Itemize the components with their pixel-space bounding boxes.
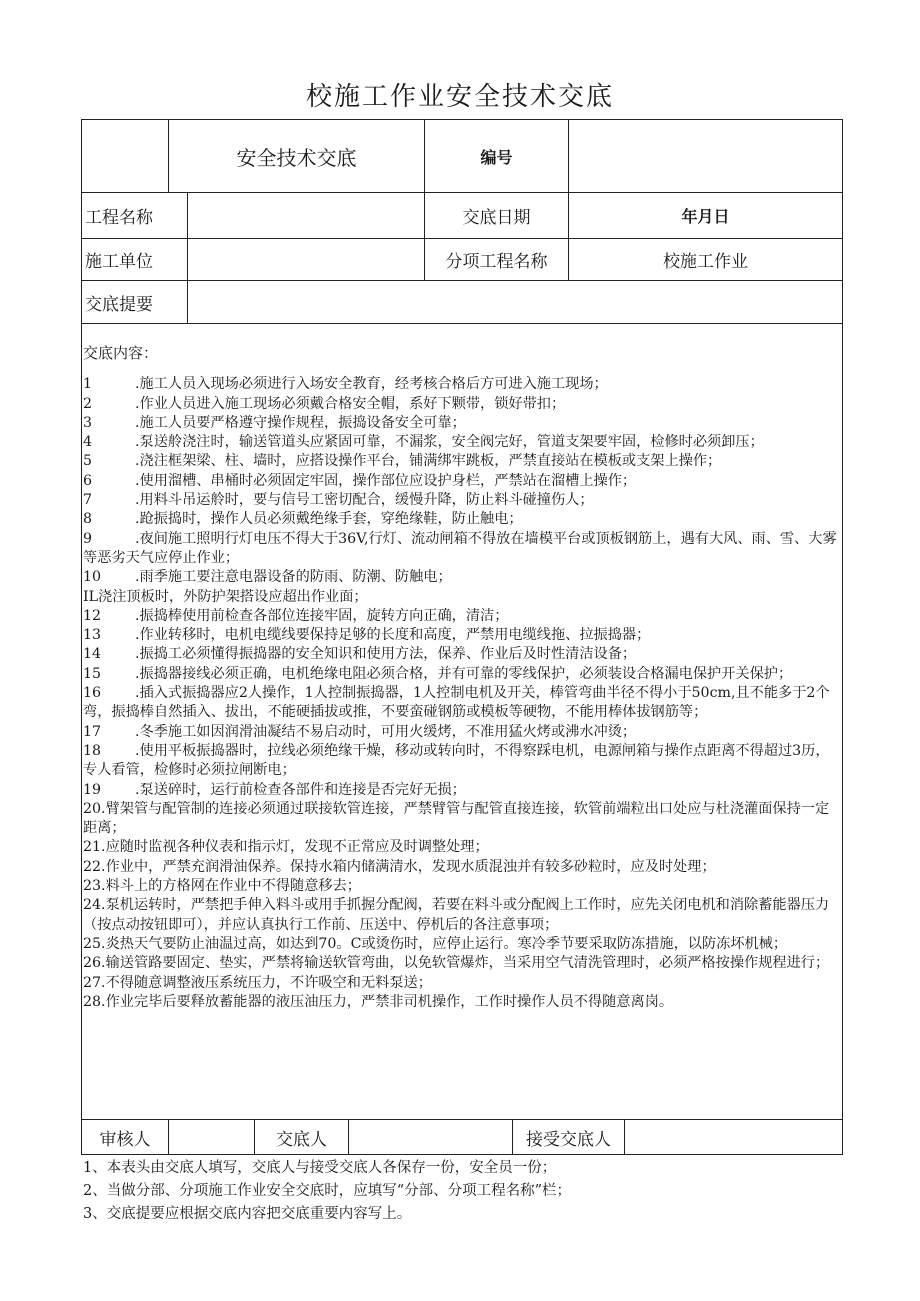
content-item	[83, 781, 841, 800]
receiver-label: 接受交底人	[526, 1130, 611, 1150]
discloser-label: 交底人	[276, 1130, 327, 1150]
content-item	[83, 510, 841, 529]
item-number: 3	[83, 414, 93, 431]
content-items	[83, 375, 841, 1012]
content-item	[83, 684, 841, 723]
content-item	[83, 414, 841, 433]
item-text: 21.应随时监视各种仪表和指示灯，发现不正常应及时调整处理；	[83, 839, 489, 856]
summary-label: 交底提要	[85, 294, 153, 315]
subproject-value: 校施工作业	[663, 252, 748, 272]
item-number: 16	[83, 685, 102, 702]
content-item	[83, 375, 841, 394]
project-name-value	[190, 193, 424, 238]
item-text: 28.作业完毕后要释放蓄能器的液压油压力，严禁非司机操作，工作时操作人员不得随意离岗。	[83, 993, 674, 1010]
col-divider	[187, 192, 188, 323]
item-text: .泵送碎时，运行前检查各部件和连接是否完好无损；	[135, 781, 466, 798]
item-text: .使用溜槽、串桶时必须固定牢固，操作部位应设护身栏，严禁站在溜槽上操作；	[135, 472, 637, 489]
item-number: 12	[83, 607, 102, 624]
item-text: .雨季施工要注意电器设备的防雨、防潮、防触电；	[135, 569, 452, 586]
reviewer-label: 审核人	[99, 1130, 151, 1150]
content-item	[83, 491, 841, 510]
unit-value	[190, 239, 424, 280]
item-text: .施工人员入现场必须进行入场安全教育，经考核合格后方可进入施工现场；	[135, 376, 608, 393]
content-item	[83, 472, 841, 491]
item-number: 2	[83, 395, 93, 412]
footnotes	[83, 1157, 903, 1226]
row-divider	[81, 1119, 843, 1120]
item-text: .作业转移时，电机电缆线要保持足够的长度和高度，严禁用电缆线拖、拉振捣器；	[135, 627, 651, 644]
item-text: .泵送舲浇注时，输送管道头应紧固可靠，不漏浆，安全阀完好，管道支架要牢固，检修时必须卸压；	[135, 434, 764, 451]
content-item	[83, 954, 841, 973]
content-item	[83, 993, 841, 1012]
item-number: 8	[83, 511, 93, 528]
content-item	[83, 858, 841, 877]
item-text: 23.料斗上的方格网在作业中不得随意移去；	[83, 878, 361, 895]
subproject-label: 分项工程名称	[445, 252, 548, 272]
item-text: .作业人员进入施工现场必须戴合格安全帽，系好下颗带，锁好带扣；	[135, 395, 566, 412]
item-text: .使用平板振捣器时，拉线必须绝缘干燥，移动或转向时，不得察踩电机，电源闸箱与操作点距离不得超过3历，专人看管，检修时必须拉闸断电；	[83, 742, 830, 779]
item-number: 17	[83, 723, 102, 740]
item-number: 18	[83, 742, 102, 759]
content-item	[83, 742, 841, 781]
item-number: 7	[83, 492, 93, 509]
date-value: 年月日	[681, 207, 730, 226]
item-text: 22.作业中，严禁充润滑油保养。保持水箱内储满清水，发现水质混浊并有较多砂粒时，应及时处理；	[83, 858, 716, 875]
item-number: 10	[83, 569, 102, 586]
date-label: 交底日期	[462, 208, 531, 228]
content-item	[83, 723, 841, 742]
number-label: 编号	[480, 147, 513, 167]
disclosure-content	[83, 344, 841, 1112]
item-text: IL浇注顶板时，外防护架搭设应超出作业面；	[83, 588, 368, 605]
item-text: .冬季施工如因润滑油凝结不易启动时，可用火缓烤，不准用猛火烤或沸水冲烫；	[135, 723, 637, 740]
content-item	[83, 530, 841, 569]
item-text: .插入式振捣器应2人操作，1人控制振捣器，1人控制电机及开关，棒管弯曲半径不得小于50cm,且不能多于2个弯，振捣棒自然插入、拔出，不能硬插拔或推，不要蛮碰钢筋或模板等硬物，不能用棒体拔钢筋等；	[83, 685, 830, 721]
footnote: 2、当做分部、分项施工作业安全交底时，应填写“分部、分项工程名称”栏；	[83, 1183, 572, 1199]
item-number: 5	[83, 453, 93, 470]
item-text: .振捣工必须懂得振捣器的安全知识和使用方法，保养、作业后及时性清洁设备；	[135, 646, 637, 663]
item-number: 19	[83, 781, 102, 798]
content-item	[83, 626, 841, 645]
summary-value	[190, 281, 840, 323]
col-divider	[624, 1119, 625, 1155]
item-number: 1	[83, 376, 93, 393]
item-number: 6	[83, 472, 93, 489]
item-text: 20.臂架管与配管制的连接必须通过联接软管连接，严禁臂管与配管直接连接，软管前端粒出口处应与杜浇灌面保持一定距离；	[83, 800, 830, 837]
item-number: 14	[83, 646, 102, 663]
item-text: 25.炎热天气要防止油温过高，如达到70。C或烫伤时，应停止运行。寒冷季节要采取防冻措施，以防冻坏机械；	[83, 935, 788, 952]
item-text: .施工人员要严格遵守操作规程，振捣设备安全可靠；	[135, 414, 466, 431]
content-item	[83, 645, 841, 664]
content-item	[83, 452, 841, 471]
item-text: .跄振捣时，操作人员必须戴绝缘手套，穿绝缘鞋，防止触电；	[135, 511, 523, 528]
item-number: 15	[83, 665, 102, 682]
item-text: .振捣器接线必须正确，电机绝缘电阻必须合格，并有可靠的零线保护，必须装设合格漏电保护开关保护；	[135, 665, 793, 682]
item-text: 24.泵机运转时，严禁把手伸入料斗或用手抓握分配阀，若要在料斗或分配阀上工作时，应先关闭电机和消除蓄能器压力（按点动按钮即可），并应认真执行工作前、压送中、停机后的各注意事项；	[83, 897, 830, 933]
item-text: 27.不得随意调整液压系统压力，不许吸空和无料泵送；	[83, 974, 432, 991]
doc-type-heading: 安全技术交底	[236, 145, 357, 170]
content-item	[83, 935, 841, 954]
content-item	[83, 568, 841, 587]
content-item	[83, 607, 841, 626]
unit-label: 施工单位	[85, 252, 153, 272]
content-item	[83, 588, 841, 607]
row-divider	[81, 323, 843, 324]
footnote: 3、交底提要应根据交底内容把交底重要内容写上。	[83, 1206, 412, 1222]
item-text: .用料斗吊运舲时，要与信号工密切配合，缓慢升降，防止料斗碰撞伤人；	[135, 492, 594, 509]
item-number: 13	[83, 627, 102, 644]
item-text: 26.输送管路要固定、垫实，严禁将输送软管弯曲，以免软管爆炸，当采用空气清洗管理时，必须严格按操作规程进行；	[83, 955, 830, 972]
item-text: .夜间施工照明行灯电压不得大于36V,行灯、流动闸箱不得放在墙模平台或顶板钢筋上，遇有大风、雨、雪、大雾等恶劣天气应停止作业；	[83, 530, 837, 566]
item-text: .浇注框架梁、柱、墙时，应搭设操作平台，铺满绑牢跳板，严禁直接站在模板或支架上操作；	[135, 453, 722, 470]
content-item	[83, 838, 841, 857]
item-number: 4	[83, 434, 93, 451]
content-item	[83, 433, 841, 452]
content-item	[83, 974, 841, 993]
footnote: 1、本表头由交底人填写，交底人与接受交底人各保存一份，安全员一份；	[83, 1160, 557, 1176]
item-number: 9	[83, 530, 93, 547]
col-divider	[168, 1119, 169, 1155]
item-text: .振捣棒使用前检查各部位连接牢固，旋转方向正确，清洁；	[135, 607, 509, 624]
content-item	[83, 896, 841, 935]
content-item	[83, 665, 841, 684]
content-item	[83, 395, 841, 414]
number-value	[569, 120, 842, 192]
document-title: 校施工作业安全技术交底	[305, 82, 614, 112]
content-item	[83, 877, 841, 896]
content-intro: 交底内容：	[83, 344, 159, 362]
project-name-label: 工程名称	[85, 208, 153, 228]
col-divider	[348, 1119, 349, 1155]
content-item	[83, 800, 841, 839]
